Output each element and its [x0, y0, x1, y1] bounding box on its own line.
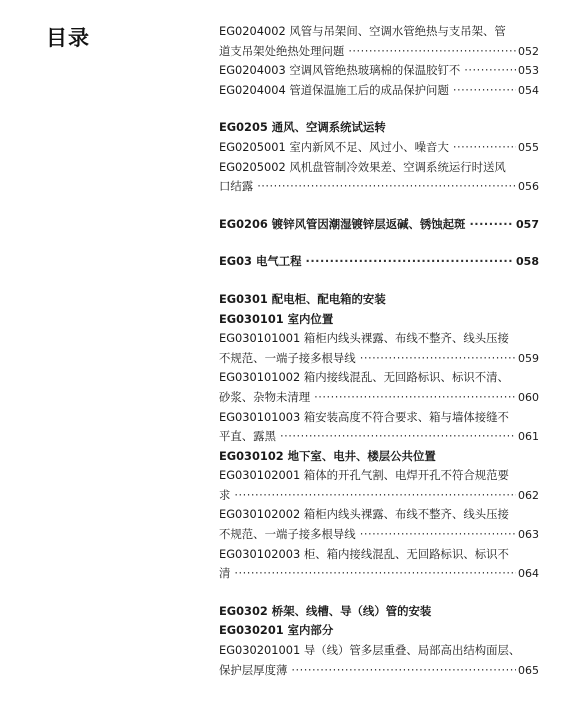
toc-entry-text: 口结露 — [219, 179, 254, 194]
toc-heading — [219, 447, 539, 467]
toc-entry-line[interactable] — [219, 388, 539, 408]
toc-entry-line[interactable] — [219, 61, 539, 81]
toc-entry-text: EG0204003 空调风管绝热玻璃棉的保温胶钉不 — [219, 63, 461, 78]
toc-entry-line[interactable] — [219, 81, 539, 101]
toc-entry-line[interactable] — [219, 564, 539, 584]
toc-heading — [219, 602, 539, 622]
toc-entry-line[interactable] — [219, 661, 539, 681]
toc-entry-text: EG0204004 管道保温施工后的成品保护问题 — [219, 82, 449, 97]
toc-entry-line[interactable] — [219, 177, 539, 197]
toc-entry-line[interactable] — [219, 42, 539, 62]
toc-leader-dots — [306, 252, 515, 272]
toc-entry-text: EG0204002 风管与吊架间、空调水管绝热与支吊架、管 — [219, 24, 506, 38]
toc-leader-dots — [469, 215, 514, 235]
page-title: 目录 — [46, 26, 90, 50]
toc-page-number: 054 — [518, 83, 539, 97]
section-gap — [219, 584, 539, 602]
toc-entry-line — [219, 368, 539, 388]
toc-leader-dots — [453, 81, 516, 101]
toc-entry-line[interactable] — [219, 349, 539, 369]
toc-leader-dots — [464, 61, 516, 81]
toc-entry-text: 清 — [219, 566, 231, 581]
toc-entry-text: 保护层厚度薄 — [219, 662, 288, 677]
toc-entry-line — [219, 505, 539, 525]
toc-leader-dots — [280, 427, 516, 447]
toc-page-number: 058 — [516, 255, 539, 269]
toc-leader-dots — [257, 177, 516, 197]
toc-entry-line — [219, 641, 539, 661]
toc-entry-text: EG030101002 箱内接线混乱、无回路标识、标识不清、 — [219, 370, 509, 385]
toc-page-number: 057 — [516, 217, 539, 231]
toc-entry-text: EG030101003 箱安装高度不符合要求、箱与墙体接缝不 — [219, 409, 509, 424]
toc-entry-line — [219, 545, 539, 565]
toc-entry-text: 不规范、一端子接多根导线 — [219, 350, 356, 365]
toc-page-number: 064 — [518, 567, 539, 581]
toc-entry-line[interactable] — [219, 486, 539, 506]
toc-entry-line — [219, 408, 539, 428]
toc-leader-dots — [314, 388, 516, 408]
toc-entry-text: EG030201 室内部分 — [219, 623, 334, 638]
toc-page-number: 060 — [518, 390, 539, 404]
toc-page-number: 065 — [518, 663, 539, 677]
toc-entry-text: 平直、露黑 — [219, 429, 276, 444]
toc-page-number: 053 — [518, 64, 539, 78]
toc-entry-text: EG0301 配电柜、配电箱的安装 — [219, 291, 386, 306]
toc-page-number: 055 — [518, 140, 539, 154]
toc-leader-dots — [348, 42, 516, 62]
section-gap — [219, 272, 539, 290]
toc-leader-dots — [234, 564, 516, 584]
toc-leader-dots — [291, 661, 516, 681]
toc-entry-text: EG03 电气工程 — [219, 254, 302, 269]
toc-page-number: 059 — [518, 351, 539, 365]
section-gap — [219, 100, 539, 118]
toc-entry-line[interactable] — [219, 138, 539, 158]
table-of-contents — [219, 22, 539, 680]
toc-leader-dots — [360, 525, 516, 545]
toc-entry-text: EG030102003 柜、箱内接线混乱、无回路标识、标识不 — [219, 546, 509, 561]
toc-page-number: 063 — [518, 528, 539, 542]
toc-page-number: 056 — [518, 180, 539, 194]
toc-entry-text: EG0205 通风、空调系统试运转 — [219, 120, 386, 135]
toc-heading — [219, 310, 539, 330]
toc-entry-text: 道支吊架处绝热处理问题 — [219, 43, 345, 58]
toc-entry-line — [219, 329, 539, 349]
toc-entry-text: EG030102002 箱柜内线头裸露、布线不整齐、线头压接 — [219, 507, 509, 522]
toc-entry-line — [219, 22, 539, 42]
toc-entry-line — [219, 466, 539, 486]
toc-heading — [219, 290, 539, 310]
toc-entry-text: EG030101001 箱柜内线头裸露、布线不整齐、线头压接 — [219, 331, 509, 346]
toc-leader-dots — [453, 138, 516, 158]
toc-entry-line[interactable] — [219, 427, 539, 447]
toc-entry-text: EG0205002 风机盘管制冷效果差、空调系统运行时送风 — [219, 159, 506, 174]
toc-entry-text: EG0205001 室内新风不足、风过小、噪音大 — [219, 139, 449, 154]
toc-heading[interactable] — [219, 252, 539, 272]
toc-entry-text: EG030101 室内位置 — [219, 311, 334, 326]
toc-entry-text: EG0302 桥架、线槽、导（线）管的安装 — [219, 603, 432, 618]
toc-entry-line[interactable] — [219, 525, 539, 545]
toc-heading — [219, 621, 539, 641]
toc-leader-dots — [234, 486, 516, 506]
toc-page-number: 062 — [518, 488, 539, 502]
toc-page-number: 061 — [518, 430, 539, 444]
toc-entry-text: EG030102001 箱体的开孔气割、电焊开孔不符合规范要 — [219, 468, 509, 483]
section-gap — [219, 234, 539, 252]
toc-leader-dots — [360, 349, 516, 369]
toc-entry-text: EG030201001 导（线）管多层重叠、局部高出结构面层、 — [219, 643, 521, 658]
toc-entry-text: 不规范、一端子接多根导线 — [219, 527, 356, 542]
toc-entry-text: EG0206 镀锌风管因潮湿镀锌层返碱、锈蚀起斑 — [219, 216, 466, 231]
toc-heading — [219, 118, 539, 138]
toc-entry-text: 求 — [219, 487, 231, 502]
toc-entry-text: 砂浆、杂物未清理 — [219, 389, 311, 404]
toc-heading[interactable] — [219, 215, 539, 235]
toc-page-number: 052 — [518, 44, 539, 58]
toc-entry-text: EG030102 地下室、电井、楼层公共位置 — [219, 448, 436, 463]
section-gap — [219, 197, 539, 215]
toc-entry-line — [219, 158, 539, 178]
